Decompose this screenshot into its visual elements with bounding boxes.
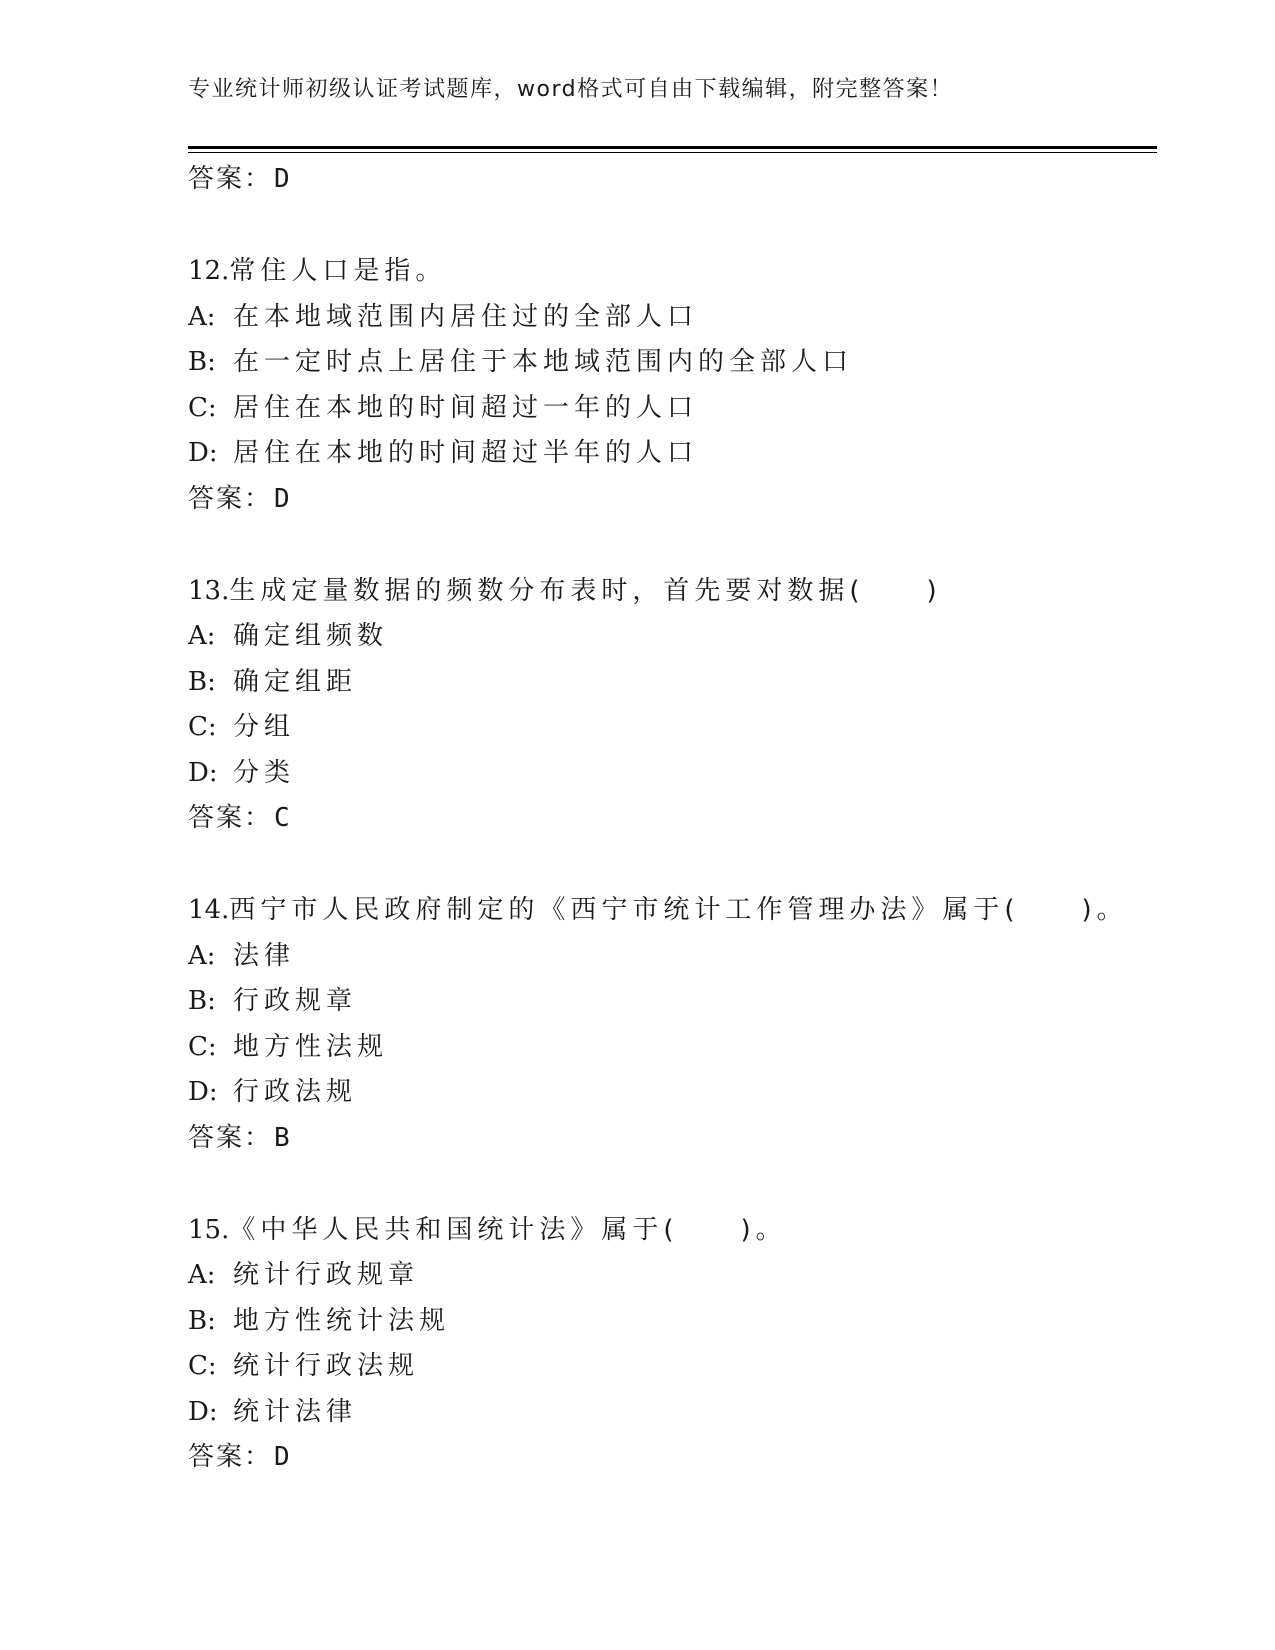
- option-letter: A:: [188, 301, 216, 332]
- option-letter: B:: [188, 347, 216, 377]
- document-header: 专业统计师初级认证考试题库，word格式可自由下载编辑，附完整答案！: [188, 77, 954, 102]
- answer-label: 答案：: [188, 483, 273, 514]
- option-text: 统计行政法规: [233, 1351, 420, 1381]
- option-text: 统计行政规章: [233, 1260, 420, 1290]
- option-c: [188, 705, 1148, 751]
- option-a: [188, 614, 1148, 660]
- question-text: 生成定量数据的频数分布表时，首先要对数据( ): [229, 575, 942, 606]
- answer-label: 答案：: [188, 803, 273, 833]
- answer-line: [188, 157, 1148, 202]
- option-text: 法律: [233, 940, 296, 971]
- option-letter: C:: [188, 1351, 217, 1381]
- option-letter: D:: [188, 1077, 218, 1107]
- option-b: [188, 979, 1148, 1025]
- option-text: 确定组距: [233, 666, 358, 697]
- option-text: 分组: [233, 712, 296, 742]
- answer-value: D: [274, 164, 292, 194]
- option-text: 在一定时点上居住于本地域范围内的全部人口: [233, 347, 854, 377]
- option-letter: A:: [188, 621, 216, 651]
- option-letter: D:: [188, 757, 218, 788]
- question-number: 15.: [188, 1214, 230, 1245]
- answer-label: 答案：: [188, 1442, 273, 1472]
- option-text: 行政法规: [233, 1077, 358, 1107]
- question-12: [188, 249, 1148, 522]
- option-a: [188, 1253, 1148, 1299]
- option-b: [188, 660, 1148, 706]
- answer-label: 答案：: [188, 164, 273, 194]
- option-c: [188, 1344, 1148, 1390]
- option-text: 确定组频数: [233, 621, 389, 651]
- question-number: 13.: [188, 575, 230, 606]
- option-a: [188, 295, 1148, 341]
- option-a: [188, 934, 1148, 980]
- option-text: 分类: [233, 757, 296, 788]
- answer-line: [188, 1435, 1148, 1480]
- question-text: 《中华人民共和国统计法》属于( )。: [229, 1214, 787, 1245]
- answer-value: C: [274, 803, 292, 833]
- option-letter: B:: [188, 1305, 216, 1336]
- question-list: [188, 157, 1148, 1480]
- answer-value: D: [274, 483, 292, 514]
- answer-label: 答案：: [188, 1122, 273, 1153]
- question-text: 常住人口是指。: [229, 256, 447, 286]
- question-stem: [188, 569, 1148, 615]
- question-15: [188, 1208, 1148, 1481]
- option-d: [188, 1070, 1148, 1116]
- question-text: 西宁市人民政府制定的《西宁市统计工作管理办法》属于( )。: [229, 895, 1128, 925]
- answer-value: B: [274, 1122, 292, 1153]
- answer-line: [188, 1116, 1148, 1161]
- option-d: [188, 431, 1148, 477]
- option-c: [188, 386, 1148, 432]
- option-letter: A:: [188, 940, 216, 971]
- question-number: 14.: [188, 895, 230, 925]
- header-rule: [188, 146, 1157, 153]
- option-b: [188, 340, 1148, 386]
- option-text: 行政规章: [233, 986, 358, 1016]
- answer-value: D: [274, 1442, 292, 1472]
- option-text: 在本地域范围内居住过的全部人口: [233, 301, 699, 332]
- answer-line: [188, 477, 1148, 522]
- question-stem: [188, 249, 1148, 295]
- option-letter: A:: [188, 1260, 216, 1290]
- option-b: [188, 1299, 1148, 1345]
- question-stem: [188, 1208, 1148, 1254]
- option-text: 统计法律: [233, 1396, 358, 1427]
- option-letter: C:: [188, 392, 217, 423]
- option-d: [188, 1390, 1148, 1436]
- option-letter: C:: [188, 712, 217, 742]
- option-letter: C:: [188, 1031, 217, 1062]
- question-stem: [188, 888, 1148, 934]
- option-letter: B:: [188, 986, 216, 1016]
- option-text: 地方性统计法规: [233, 1305, 451, 1336]
- question-13: [188, 569, 1148, 842]
- option-letter: D:: [188, 438, 218, 468]
- question-14: [188, 888, 1148, 1161]
- question-number: 12.: [188, 256, 230, 286]
- option-text: 居住在本地的时间超过一年的人口: [233, 392, 699, 423]
- option-c: [188, 1025, 1148, 1071]
- option-letter: D:: [188, 1396, 218, 1427]
- answer-line: [188, 796, 1148, 841]
- option-letter: B:: [188, 666, 216, 697]
- option-text: 居住在本地的时间超过半年的人口: [233, 438, 699, 468]
- option-d: [188, 751, 1148, 797]
- option-text: 地方性法规: [233, 1031, 389, 1062]
